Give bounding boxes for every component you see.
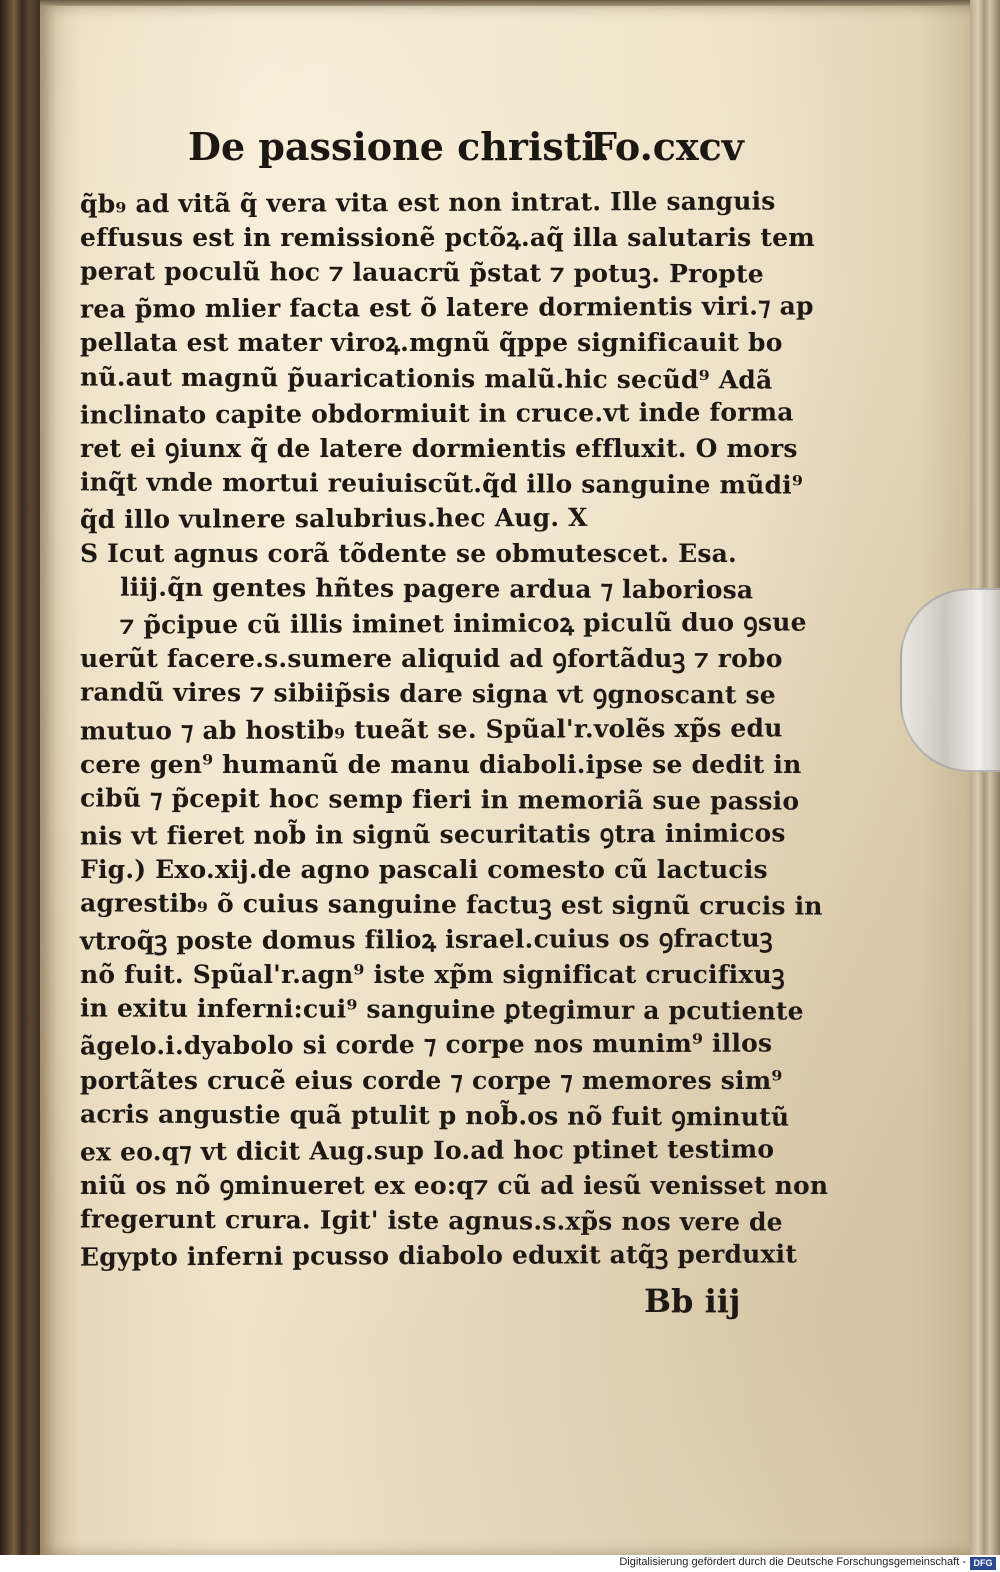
text-line: niũ os nõ ꝯminueret ex eo:q⁊ cũ ad iesũ venisset non bbox=[80, 1170, 829, 1200]
folio-number: Fo.cxcv bbox=[590, 124, 744, 169]
text-line: liij.q̃n gentes hñtes pagere ardua ⁊ laboriosa bbox=[119, 572, 754, 605]
text-line: nũ.aut magnũ p̃uaricationis malũ.hic secũd⁹ Adã bbox=[79, 361, 773, 395]
page-fore-edge bbox=[970, 0, 1000, 1555]
text-line: q̃d illo vulnere salubrius.hec Aug. X bbox=[79, 502, 588, 534]
text-line: Egypto inferni pcusso diabolo eduxit atq̃ꝫ perduxit bbox=[79, 1239, 798, 1272]
text-line: q̃b₉ ad vitã q̃ vera vita est non intrat. Ille sanguis bbox=[79, 186, 776, 219]
text-line: Fig.) Exo.xij.de agno pascali comesto cũ lactucis bbox=[80, 854, 768, 884]
dfg-logo-icon: DFG bbox=[970, 1557, 996, 1570]
glass-clip bbox=[900, 588, 1000, 772]
text-line: inq̃t vnde mortui reuiuiscũt.q̃d illo sanguine mũdi⁹ bbox=[79, 467, 804, 500]
text-line: ãgelo.i.dyabolo si corde ⁊ corpe nos munim⁹ illos bbox=[79, 1028, 773, 1061]
text-line: nis vt fieret nob̃ in signũ securitatis ꝯtra inimicos bbox=[79, 818, 786, 851]
text-line: ex eo.q⁊ vt dicit Aug.sup Io.ad hoc ptinet testimo bbox=[79, 1134, 775, 1167]
header-title: De passione christi. bbox=[188, 124, 609, 169]
text-line: uerũt facere.s.sumere aliquid ad ꝯfortãduꝫ ⁊ robo bbox=[80, 644, 783, 674]
text-line: cere gen⁹ humanũ de manu diaboli.ipse se dedit in bbox=[80, 749, 802, 779]
running-header bbox=[188, 124, 788, 184]
text-line: S Icut agnus corã tõdente se obmutescet. Esa. bbox=[80, 539, 737, 568]
text-line: inclinato capite obdormiuit in cruce.vt inde forma bbox=[79, 397, 794, 430]
text-line: randũ vires ⁊ sibiip̃sis dare signa vt ꝯgnoscant se bbox=[79, 677, 777, 710]
text-line: in exitu inferni:cui⁹ sanguine ꝑtegimur a pcutiente bbox=[79, 993, 804, 1026]
text-line: agrestib₉ õ cuius sanguine factuꝫ est signũ crucis in bbox=[79, 888, 823, 921]
text-line: rea p̃mo mlier facta est õ latere dormientis viri.⁊ ap bbox=[79, 291, 814, 324]
text-line: fregerunt crura. Igit' iste agnus.s.xp̃s nos vere de bbox=[79, 1204, 783, 1237]
text-line: nõ fuit. Spũal'r.agn⁹ iste xp̃m significat crucifixuꝫ bbox=[80, 960, 785, 990]
text-line: effusus est in remissionẽ pctõꝝ.aq̃ illa salutaris tem bbox=[80, 223, 815, 253]
text-line: perat poculũ hoc ⁊ lauacrũ p̃stat ⁊ potuꝫ. Propte bbox=[79, 256, 764, 289]
text-line: ⁊ p̃cipue cũ illis iminet inimicoꝝ piculũ duo ꝯsue bbox=[119, 607, 807, 640]
text-line: acris angustie quã ptulit p nob̃.os nõ fuit ꝯminutũ bbox=[79, 1099, 790, 1132]
footer-credit: Digitalisierung gefördert durch die Deutsche Forschungsgemeinschaft - bbox=[619, 1556, 966, 1568]
text-line: portãtes crucẽ eius corde ⁊ corpe ⁊ memores sim⁹ bbox=[80, 1065, 783, 1095]
text-line: mutuo ⁊ ab hostib₉ tueãt se. Spũal'r.volẽs xp̃s edu bbox=[79, 712, 783, 746]
text-line: pellata est mater viroꝝ.mgnũ q̃ppe significauit bo bbox=[80, 328, 783, 358]
text-line: cibũ ⁊ p̃cepit hoc semp fieri in memoriã sue passio bbox=[79, 783, 800, 816]
text-line: ret ei ꝯiunx q̃ de latere dormientis effluxit. O mors bbox=[80, 433, 798, 463]
book-leaf bbox=[40, 6, 972, 1555]
signature-mark: Bb iij bbox=[644, 1282, 741, 1320]
text-line: vtroq̃ꝫ poste domus filioꝝ israel.cuius os ꝯfractuꝫ bbox=[79, 923, 773, 956]
